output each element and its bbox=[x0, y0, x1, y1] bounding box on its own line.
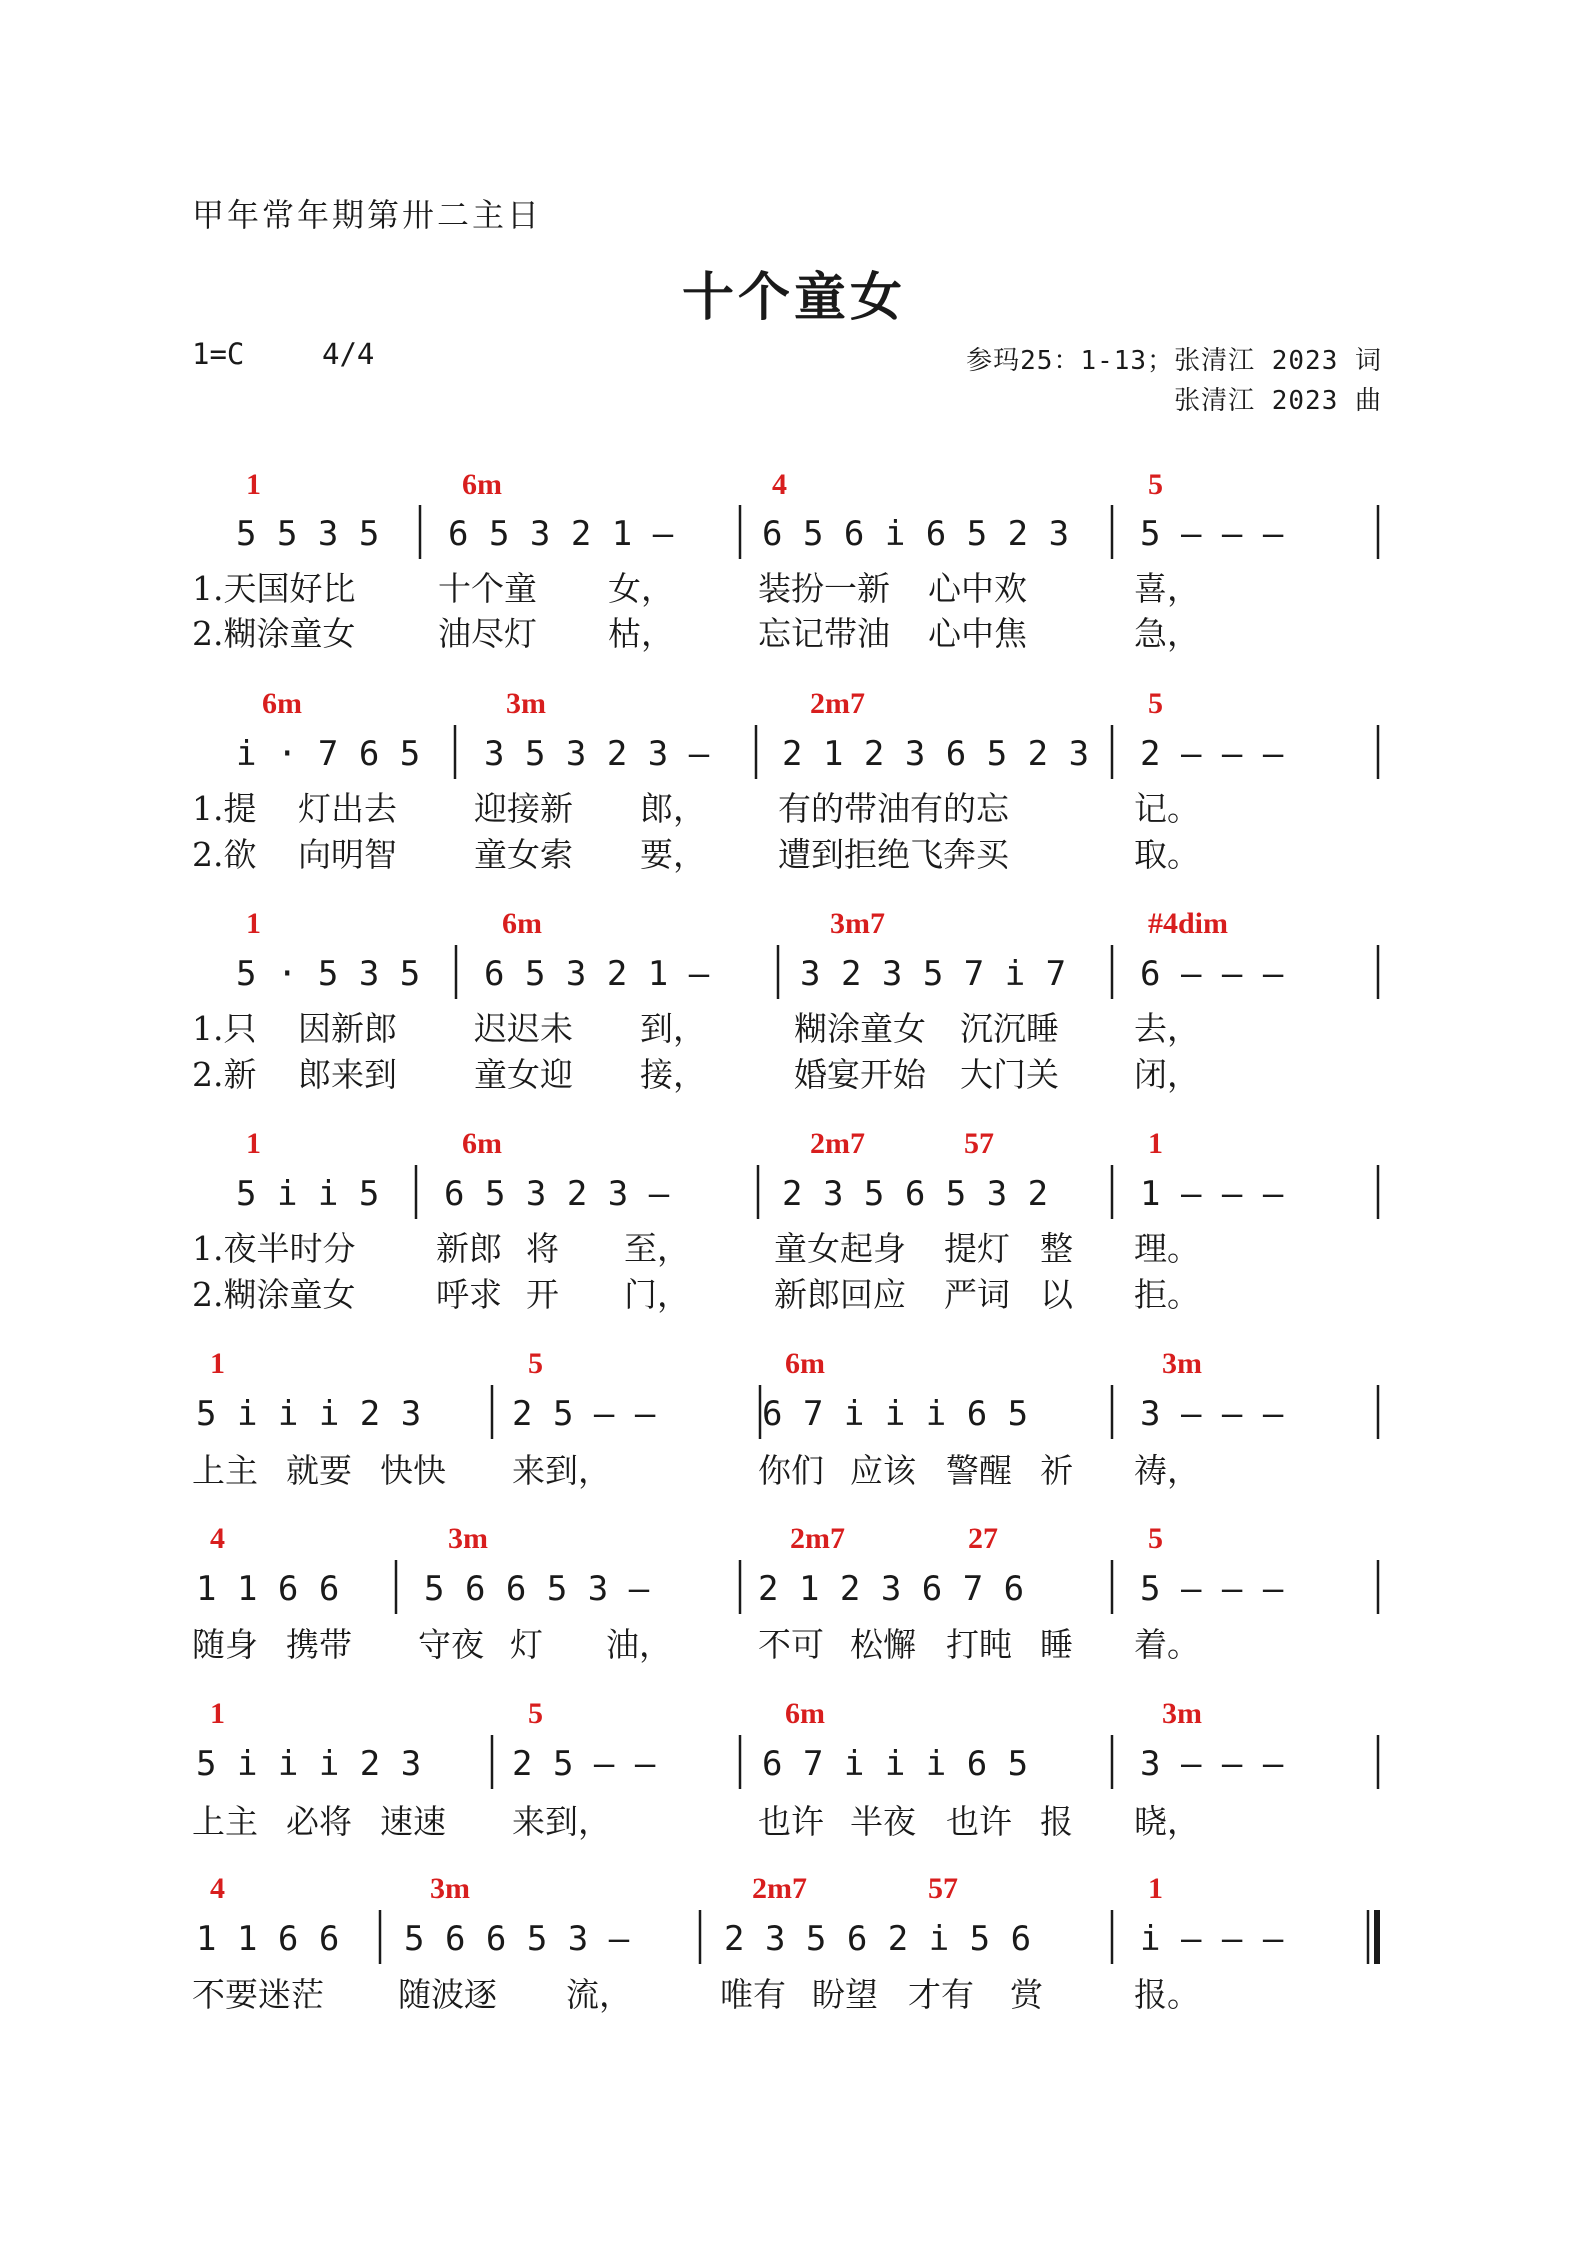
lyric-syllable: 急， bbox=[1134, 614, 1200, 653]
chord-label: 27 bbox=[968, 1522, 998, 1555]
chord-label: 5 bbox=[1148, 468, 1163, 501]
lyric-syllable: 油尽灯 bbox=[438, 614, 537, 653]
lyric-syllable: 上主 bbox=[192, 1802, 258, 1841]
chord-label: 1 bbox=[1148, 1127, 1163, 1160]
measure-notes: 1 – – – bbox=[1140, 1174, 1284, 1214]
chord-label: 3m bbox=[448, 1522, 488, 1555]
measure-notes: 6 7 i i i 6 5 bbox=[762, 1744, 1029, 1784]
lyric-syllable: 灯 bbox=[510, 1625, 543, 1664]
lyric-syllable: 随身 bbox=[192, 1625, 258, 1664]
lyric-syllable: 童女索 bbox=[474, 835, 573, 874]
lyric-syllable: 枯， bbox=[608, 614, 674, 653]
lyric-syllable: 有的带油有的忘 bbox=[778, 789, 1009, 828]
measure-notes: 6 7 i i i 6 5 bbox=[762, 1394, 1029, 1434]
chord-label: 1 bbox=[246, 468, 261, 501]
subtitle: 甲年常年期第卅二主日 bbox=[192, 196, 543, 234]
lyric-syllable: 婚宴开始 bbox=[794, 1055, 926, 1094]
measure-notes: 2 – – – bbox=[1140, 734, 1284, 774]
lyric-syllable: 也许 bbox=[946, 1802, 1012, 1841]
lyric-syllable: 就要 bbox=[286, 1451, 352, 1490]
measure-notes: 3 5 3 2 3 – bbox=[484, 734, 710, 774]
lyric-syllable: 到， bbox=[640, 1009, 706, 1048]
lyric-syllable: 守夜 bbox=[418, 1625, 484, 1664]
chord-label: 6m bbox=[785, 1697, 825, 1730]
lyric-syllable: 来到， bbox=[512, 1451, 611, 1490]
lyric-syllable: 不要迷茫 bbox=[192, 1975, 324, 2014]
measure-notes: 2 5 – – bbox=[512, 1744, 656, 1784]
measure-notes: 5 · 5 3 5 bbox=[236, 954, 421, 994]
lyric-syllable: 上主 bbox=[192, 1451, 258, 1490]
measure-notes: 3 – – – bbox=[1140, 1394, 1284, 1434]
chord-label: 6m bbox=[785, 1347, 825, 1380]
measure-notes: 3 – – – bbox=[1140, 1744, 1284, 1784]
lyric-syllable: 1.天国好比 bbox=[192, 569, 356, 608]
lyric-syllable: 忘记带油 bbox=[758, 614, 890, 653]
lyric-syllable: 快快 bbox=[380, 1451, 446, 1490]
lyric-syllable: 2.欲 bbox=[192, 835, 257, 874]
chord-label: 3m bbox=[506, 687, 546, 720]
measure-notes: 2 1 2 3 6 7 6 bbox=[758, 1569, 1025, 1609]
lyric-syllable: 新郎 bbox=[436, 1229, 502, 1268]
lyric-syllable: 十个童 bbox=[438, 569, 537, 608]
measure-notes: 5 i i 5 bbox=[236, 1174, 380, 1214]
lyric-syllable: 郎来到 bbox=[298, 1055, 397, 1094]
chord-label: 3m bbox=[1162, 1697, 1202, 1730]
lyric-syllable: 唯有 bbox=[720, 1975, 786, 2014]
chord-label: 5 bbox=[1148, 687, 1163, 720]
time-signature: 4/4 bbox=[322, 337, 375, 371]
lyric-syllable: 开 bbox=[526, 1275, 559, 1314]
lyric-syllable: 赏 bbox=[1010, 1975, 1043, 2014]
chord-label: 2m7 bbox=[810, 687, 865, 720]
measure-notes: 2 3 5 6 5 3 2 bbox=[782, 1174, 1049, 1214]
chord-label: 6m bbox=[462, 468, 502, 501]
measure-notes: 5 – – – bbox=[1140, 1569, 1284, 1609]
lyric-syllable: 取。 bbox=[1134, 835, 1200, 874]
lyric-syllable: 呼求 bbox=[436, 1275, 502, 1314]
measure-notes: 5 i i i 2 3 bbox=[196, 1394, 422, 1434]
lyric-syllable: 迎接新 bbox=[474, 789, 573, 828]
measure-notes: 5 i i i 2 3 bbox=[196, 1744, 422, 1784]
lyric-syllable: 装扮一新 bbox=[758, 569, 890, 608]
lyric-syllable: 2.糊涂童女 bbox=[192, 1275, 356, 1314]
lyric-syllable: 至， bbox=[624, 1229, 690, 1268]
chord-label: 6m bbox=[262, 687, 302, 720]
lyric-syllable: 门， bbox=[624, 1275, 690, 1314]
chord-label: #4dim bbox=[1148, 907, 1229, 940]
lyric-syllable: 随波逐 bbox=[398, 1975, 497, 2014]
chord-label: 1 bbox=[1148, 1872, 1163, 1905]
chord-label: 4 bbox=[210, 1522, 225, 1555]
lyric-syllable: 着。 bbox=[1134, 1625, 1200, 1664]
lyric-syllable: 接， bbox=[640, 1055, 706, 1094]
measure-notes: 2 1 2 3 6 5 2 3 bbox=[782, 734, 1090, 774]
measure-notes: 6 5 3 2 1 – bbox=[448, 514, 674, 554]
lyric-syllable: 去， bbox=[1134, 1009, 1200, 1048]
lyric-syllable: 童女起身 bbox=[774, 1229, 906, 1268]
chord-label: 3m bbox=[430, 1872, 470, 1905]
page-title: 十个童女 bbox=[681, 268, 906, 328]
lyric-syllable: 提灯 bbox=[944, 1229, 1010, 1268]
lyrics-credit: 参玛25：1-13；张清江 2023 词 bbox=[966, 346, 1382, 376]
lyric-syllable: 喜， bbox=[1134, 569, 1200, 608]
lyric-syllable: 遭到拒绝飞奔买 bbox=[778, 835, 1009, 874]
music-credit: 张清江 2023 曲 bbox=[1174, 386, 1382, 416]
lyric-syllable: 整 bbox=[1040, 1229, 1073, 1268]
chord-label: 5 bbox=[528, 1347, 543, 1380]
measure-notes: 3 2 3 5 7 i 7 bbox=[800, 954, 1067, 994]
lyric-syllable: 要， bbox=[640, 835, 706, 874]
lyric-syllable: 才有 bbox=[908, 1975, 974, 2014]
lyric-syllable: 因新郎 bbox=[298, 1009, 397, 1048]
measure-notes: i · 7 6 5 bbox=[236, 734, 421, 774]
lyric-syllable: 郎， bbox=[640, 789, 706, 828]
lyric-syllable: 心中焦 bbox=[928, 614, 1027, 653]
lyric-syllable: 向明智 bbox=[298, 835, 397, 874]
lyric-syllable: 油， bbox=[606, 1625, 672, 1664]
lyric-syllable: 应该 bbox=[850, 1451, 916, 1490]
chord-label: 1 bbox=[210, 1697, 225, 1730]
lyric-syllable: 祈 bbox=[1040, 1451, 1073, 1490]
chord-label: 4 bbox=[772, 468, 787, 501]
measure-notes: 2 3 5 6 2 i 5 6 bbox=[724, 1919, 1032, 1959]
measure-notes: 5 – – – bbox=[1140, 514, 1284, 554]
lyric-syllable: 1.夜半时分 bbox=[192, 1229, 356, 1268]
chord-label: 3m7 bbox=[830, 907, 885, 940]
lyric-syllable: 报 bbox=[1040, 1802, 1073, 1841]
measure-notes: 5 6 6 5 3 – bbox=[404, 1919, 630, 1959]
chord-label: 1 bbox=[246, 1127, 261, 1160]
lyric-syllable: 携带 bbox=[286, 1625, 352, 1664]
lyric-syllable: 新郎回应 bbox=[774, 1275, 906, 1314]
chord-label: 5 bbox=[1148, 1522, 1163, 1555]
measure-notes: 5 6 6 5 3 – bbox=[424, 1569, 650, 1609]
measure-notes: 6 5 3 2 3 – bbox=[444, 1174, 670, 1214]
chord-label: 2m7 bbox=[790, 1522, 845, 1555]
measure-notes: i – – – bbox=[1140, 1919, 1284, 1959]
chord-label: 57 bbox=[964, 1127, 994, 1160]
lyric-syllable: 不可 bbox=[758, 1625, 824, 1664]
chord-label: 6m bbox=[462, 1127, 502, 1160]
lyric-syllable: 半夜 bbox=[850, 1802, 916, 1841]
lyric-syllable: 来到， bbox=[512, 1802, 611, 1841]
chord-label: 2m7 bbox=[752, 1872, 807, 1905]
lyric-syllable: 1.提 bbox=[192, 789, 257, 828]
lyric-syllable: 闭， bbox=[1134, 1055, 1200, 1094]
lyric-syllable: 警醒 bbox=[946, 1451, 1012, 1490]
lyric-syllable: 迟迟未 bbox=[474, 1009, 573, 1048]
measure-notes: 2 5 – – bbox=[512, 1394, 656, 1434]
measure-notes: 6 5 3 2 1 – bbox=[484, 954, 710, 994]
measure-notes: 1 1 6 6 bbox=[196, 1919, 340, 1959]
chord-label: 5 bbox=[528, 1697, 543, 1730]
lyric-syllable: 理。 bbox=[1134, 1229, 1200, 1268]
lyric-syllable: 必将 bbox=[286, 1802, 352, 1841]
lyric-syllable: 童女迎 bbox=[474, 1055, 573, 1094]
lyric-syllable: 松懈 bbox=[850, 1625, 916, 1664]
lyric-syllable: 睡 bbox=[1040, 1625, 1073, 1664]
lyric-syllable: 记。 bbox=[1134, 789, 1200, 828]
chord-label: 1 bbox=[210, 1347, 225, 1380]
key-signature: 1=C bbox=[192, 337, 245, 371]
lyric-syllable: 糊涂童女 bbox=[794, 1009, 926, 1048]
chord-label: 6m bbox=[502, 907, 542, 940]
lyric-syllable: 流， bbox=[566, 1975, 632, 2014]
measure-notes: 5 5 3 5 bbox=[236, 514, 380, 554]
measure-notes: 6 – – – bbox=[1140, 954, 1284, 994]
lyric-syllable: 拒。 bbox=[1134, 1275, 1200, 1314]
lyric-syllable: 大门关 bbox=[960, 1055, 1059, 1094]
chord-label: 1 bbox=[246, 907, 261, 940]
lyric-syllable: 2.新 bbox=[192, 1055, 257, 1094]
chord-label: 2m7 bbox=[810, 1127, 865, 1160]
chord-label: 4 bbox=[210, 1872, 225, 1905]
lyric-syllable: 报。 bbox=[1134, 1975, 1200, 2014]
lyric-syllable: 1.只 bbox=[192, 1009, 257, 1048]
chord-label: 57 bbox=[928, 1872, 958, 1905]
lyric-syllable: 也许 bbox=[758, 1802, 824, 1841]
lyric-syllable: 祷， bbox=[1134, 1451, 1200, 1490]
lyric-syllable: 2.糊涂童女 bbox=[192, 614, 356, 653]
lyric-syllable: 以 bbox=[1040, 1275, 1073, 1314]
chord-label: 3m bbox=[1162, 1347, 1202, 1380]
lyric-syllable: 灯出去 bbox=[298, 789, 397, 828]
measure-notes: 1 1 6 6 bbox=[196, 1569, 340, 1609]
lyric-syllable: 沉沉睡 bbox=[960, 1009, 1059, 1048]
lyric-syllable: 你们 bbox=[758, 1451, 824, 1490]
lyric-syllable: 严词 bbox=[944, 1275, 1010, 1314]
lyric-syllable: 速速 bbox=[380, 1802, 446, 1841]
lyric-syllable: 盼望 bbox=[812, 1975, 878, 2014]
lyric-syllable: 心中欢 bbox=[928, 569, 1027, 608]
lyric-syllable: 将 bbox=[526, 1229, 559, 1268]
lyric-syllable: 晓， bbox=[1134, 1802, 1200, 1841]
lyric-syllable: 女， bbox=[608, 569, 674, 608]
measure-notes: 6 5 6 i 6 5 2 3 bbox=[762, 514, 1070, 554]
lyric-syllable: 打盹 bbox=[946, 1625, 1012, 1664]
